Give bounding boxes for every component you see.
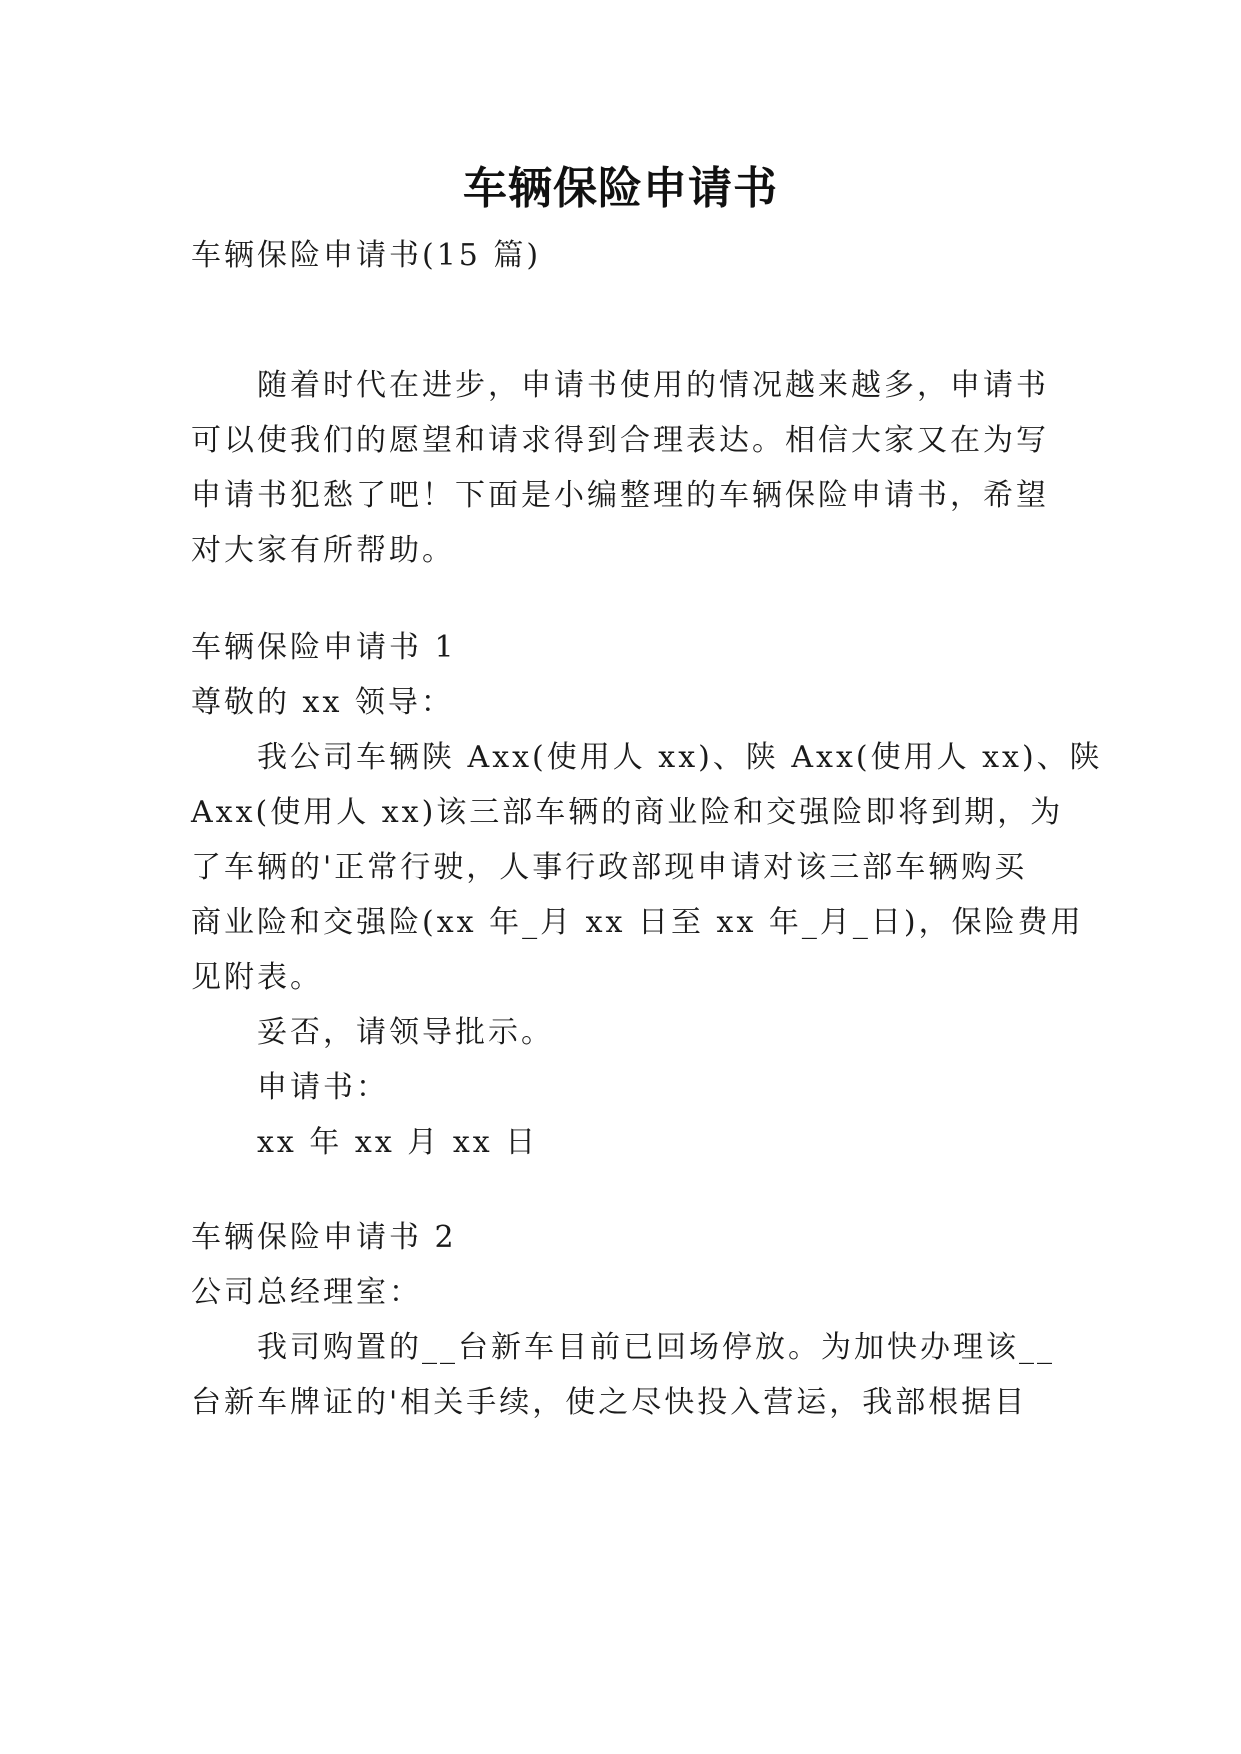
date-line: xx 年 xx 月 xx 日	[257, 1125, 539, 1160]
closing-line: 妥否，请领导批示。	[257, 1015, 554, 1050]
document-title: 车辆保险申请书	[463, 163, 778, 214]
salutation: 公司总经理室：	[191, 1275, 422, 1310]
intro-line: 随着时代在进步，申请书使用的情况越来越多，申请书	[257, 368, 1049, 403]
section-heading: 车辆保险申请书 2	[191, 1220, 457, 1255]
salutation: 尊敬的 xx 领导：	[191, 685, 454, 720]
body-line: 台新车牌证的'相关手续，使之尽快投入营运，我部根据目	[191, 1385, 1028, 1420]
body-line: 商业险和交强险(xx 年_月 xx 日至 xx 年_月_日)，保险费用	[191, 905, 1084, 940]
signature-line: 申请书：	[257, 1070, 389, 1105]
intro-line: 对大家有所帮助。	[191, 533, 455, 568]
body-line: 见附表。	[191, 960, 323, 995]
body-line: 我司购置的__台新车目前已回场停放。为加快办理该__	[257, 1330, 1055, 1365]
intro-line: 可以使我们的愿望和请求得到合理表达。相信大家又在为写	[191, 423, 1049, 458]
section-heading: 车辆保险申请书 1	[191, 630, 457, 665]
intro-line: 申请书犯愁了吧！下面是小编整理的车辆保险申请书，希望	[191, 478, 1049, 513]
body-line: 我公司车辆陕 Axx(使用人 xx)、陕 Axx(使用人 xx)、陕	[257, 740, 1103, 775]
body-line: Axx(使用人 xx)该三部车辆的商业险和交强险即将到期，为	[191, 795, 1064, 830]
document-subtitle: 车辆保险申请书(15 篇)	[191, 238, 542, 273]
body-line: 了车辆的'正常行驶，人事行政部现申请对该三部车辆购买	[191, 850, 1028, 885]
